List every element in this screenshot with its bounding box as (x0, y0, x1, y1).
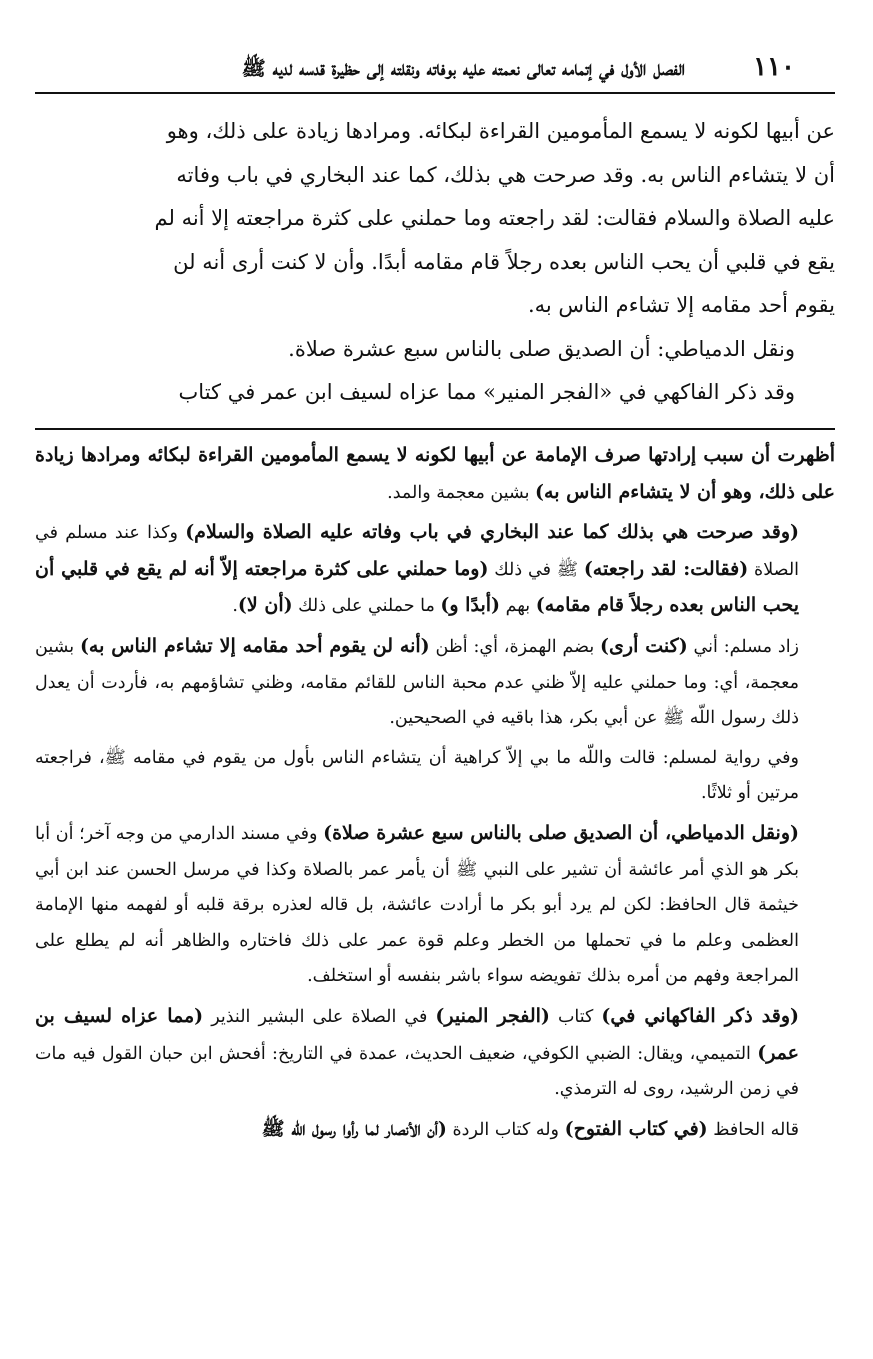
commentary-paragraph (35, 741, 835, 812)
commentary-paragraph (35, 816, 835, 995)
quoted-matn: أظهرت أن سبب إرادتها صرف الإمامة عن أبيها لكونه لا يسمع المأمومين القراءة لبكائه ومرادها زيادة على ذلك، وهو أن لا يتشاءم الناس به) (35, 444, 835, 503)
main-text-line: يقع في قلبي أن يحب الناس بعده رجلاً قام مقامه أبدًا. وأن لا كنت أرى أنه لن (173, 249, 835, 274)
main-text-line: أن لا يتشاءم الناس به. وقد صرحت هي بذلك، كما عند البخاري في باب وفاته (176, 162, 835, 187)
commentary-span: وفي مسند الدارمي من وجه آخر؛ أن أبا بكر هو الذي أمر عائشة أن تشير على النبي ﷺ أن يأمر عمر بالصلاة وكذا في مرسل الحسن عند ابن أبي خيثمة قال الحافظ: لكن لم يرد أبو بكر ما أرادت عائشة، بل قاله لعذره برقة قلبه أو لفهمه منها الإمامة العظمى وعلم ما في تحملها من الخطر وعلم قوة عمر على ذلك فاختاره والظاهر أنه لم يطلع على المراجعة وفهم من أمره بذلك تفويضه سواء باشر بنفسه أو استخلف. (35, 823, 799, 987)
commentary-span: في الصلاة على البشير النذير (203, 1006, 436, 1027)
commentary-span: ما حملني على ذلك (292, 596, 441, 617)
main-text-line: وقد ذكر الفاكهي في «الفجر المنير» مما عزاه لسيف ابن عمر في كتاب (178, 380, 795, 404)
quoted-matn: (ونقل الدمياطي، أن الصديق صلى بالناس سبع عشرة صلاة) (323, 821, 799, 844)
quoted-matn: (الفجر المنير) (435, 1004, 550, 1027)
commentary-span: قاله الحافظ (707, 1119, 799, 1140)
commentary-paragraph (35, 515, 835, 625)
commentary-paragraph (35, 438, 835, 511)
main-text-line: عليه الصلاة والسلام فقالت: لقد راجعته وما حملني على كثرة مراجعته إلا أنه لم (154, 206, 835, 230)
quoted-matn: (وما حملني على كثرة مراجعته إلاّ أنه لم يقع في قلبي أن يحب الناس بعده رجلاً قام مقامه) (35, 557, 799, 617)
commentary-span: بشين معجمة والمد. (387, 482, 536, 503)
commentary-span: بضم الهمزة، أي: أظن (429, 636, 601, 657)
footnote-divider (35, 428, 835, 430)
quoted-matn: (كنت أرى) (600, 634, 688, 657)
commentary-span: . (232, 596, 238, 617)
main-text-line: يقوم أحد مقامه إلا تشاءم الناس به. (527, 293, 835, 317)
main-text (35, 110, 835, 415)
commentary-span: وكذا عند مسلم في الصلاة (35, 523, 800, 580)
commentary-span: ﷺ في ذلك (488, 559, 584, 580)
commentary-span: زاد مسلم: أني (687, 636, 800, 657)
quoted-matn: (في كتاب الفتوح) (564, 1117, 708, 1140)
quoted-matn: (أن الأنصار لما رأوا رسول اللّه ﷺ (261, 1117, 447, 1140)
page-header (35, 52, 835, 94)
commentary-span: بشين معجمة، أي: وما حملني عليه إلاّ ظني عدم محبة الناس للقائم مقامه، وظني تشاؤمهم به، فأردت أن يعدل ذلك رسول اللّه ﷺ عن أبي بكر، هذا باقيه في الصحيحين. (35, 636, 799, 729)
commentary-span: التميمي، ويقال: الضبي الكوفي، ضعيف الحديث، عمدة في التاريخ: أفحش ابن حبان القول فيه مات في زمن الرشيد، روى له الترمذي. (35, 1043, 799, 1100)
commentary-span: كتاب (549, 1006, 602, 1027)
running-title: الفصل الأول في إتمامه تعالى نعمته عليه بوفاته ونقلته إلى حظيرة قدسه لديه ﷺ (241, 56, 685, 80)
quoted-matn: (أبدًا و) (440, 594, 500, 617)
commentary-paragraph (35, 999, 835, 1108)
quoted-matn: (مما عزاه لسيف بن عمر) (35, 1004, 799, 1064)
main-text-line: عن أبيها لكونه لا يسمع المأمومين القراءة لبكائه. ومرادها زيادة على ذلك، وهو (166, 119, 835, 143)
quoted-matn: (وقد ذكر الفاكهاني في) (601, 1004, 800, 1027)
commentary-span: وفي رواية لمسلم: قالت واللّه ما بي إلاّ كراهية أن يتشاءم الناس بأول من يقوم في مقامه ﷺ، فراجعته مرتين أو ثلاثًا. (35, 747, 799, 804)
commentary-paragraph (35, 629, 835, 737)
quoted-matn: (أنه لن يقوم أحد مقامه إلا تشاءم الناس به) (79, 634, 430, 657)
page-number: ١١٠ (753, 52, 795, 82)
quoted-matn: (أن لا) (237, 594, 293, 617)
commentary-span: وله كتاب الردة (446, 1119, 565, 1140)
commentary-span: بهم (500, 596, 536, 617)
main-text-line: ونقل الدمياطي: أن الصديق صلى بالناس سبع عشرة صلاة. (288, 336, 795, 361)
commentary-paragraph (35, 1112, 835, 1149)
quoted-matn: (وقد صرحت هي بذلك كما عند البخاري في باب وفاته عليه الصلاة والسلام) (185, 521, 799, 544)
commentary-text (35, 438, 835, 1152)
quoted-matn: (فقالت: لقد راجعته) (583, 557, 749, 580)
